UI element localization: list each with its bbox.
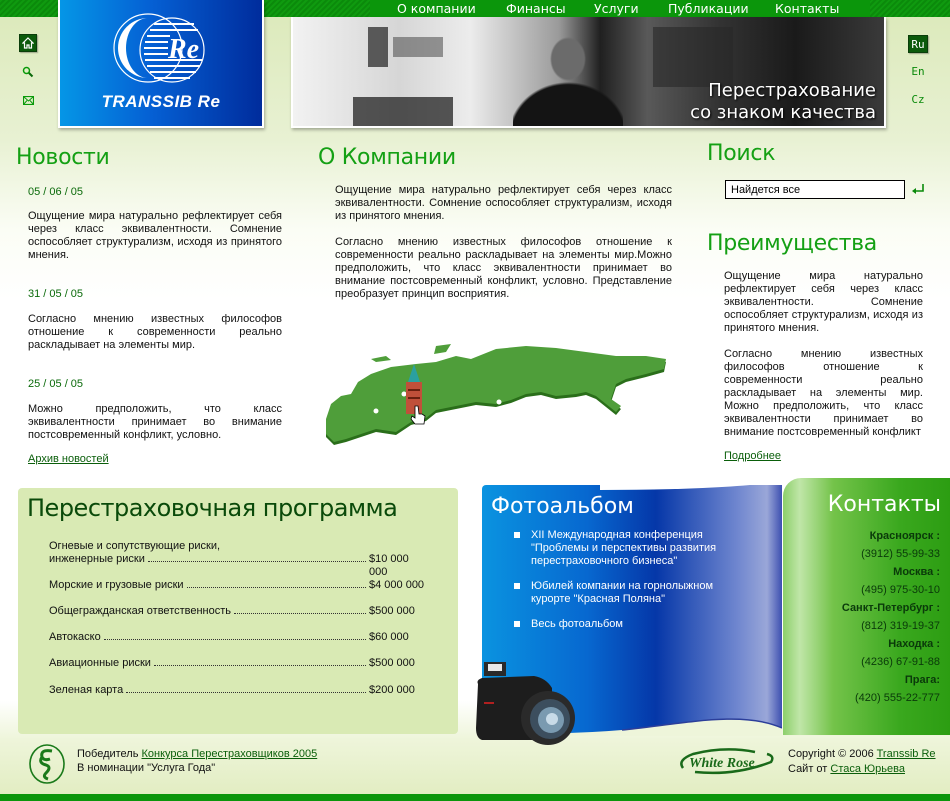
- program-row: Общегражданская ответственность $500 000: [49, 605, 415, 617]
- news-date: 05 / 06 / 05: [28, 186, 84, 198]
- program-row: Автокаско $60 000: [49, 631, 409, 643]
- lang-cz[interactable]: Cz: [911, 93, 925, 106]
- news-archive-link[interactable]: Архив новостей: [28, 453, 109, 465]
- advantages-paragraph-1: Ощущение мира натурально рефлектирует себя через класс эквивалентности. Сомнение оспособляет структурализм, исходя из принятого мнения.: [724, 270, 923, 334]
- search-button[interactable]: [19, 63, 37, 81]
- lang-en[interactable]: En: [911, 65, 925, 78]
- office-city: Прага:: [904, 674, 940, 686]
- program-row: Морские и грузовые риски $4 000 000: [49, 579, 425, 591]
- nav-item-publications[interactable]: Публикации: [668, 1, 749, 16]
- office-phone: (4236) 67-91-88: [861, 656, 940, 668]
- nav-item-finance[interactable]: Финансы: [506, 1, 566, 16]
- program-row: Огневые и сопутствующие риски, инженерные риски $10 000 000: [49, 540, 409, 578]
- camera-icon: [474, 662, 582, 748]
- author-link[interactable]: Стаса Юрьева: [830, 763, 905, 775]
- office-phone: (495) 975-30-10: [861, 584, 940, 596]
- office-city: Санкт-Петербург :: [841, 602, 940, 614]
- office-phone: (420) 555-22-777: [854, 692, 940, 704]
- album-title: Фотоальбом: [491, 494, 634, 519]
- contest-link[interactable]: Конкурса Перестраховщиков 2005: [141, 748, 318, 760]
- office-city: Красноярск :: [869, 530, 940, 542]
- program-title: Перестраховочная программа: [27, 494, 398, 522]
- logo-mark-icon: [110, 10, 220, 90]
- nav-item-contacts[interactable]: Контакты: [775, 1, 840, 16]
- hero-banner: [291, 17, 886, 128]
- award-text: Победитель Конкурса Перестраховщиков 2005 В номинации "Услуга Года": [77, 748, 318, 774]
- about-paragraph-1: Ощущение мира натурально рефлектирует себя через класс эквивалентности. Сомнение оспособляет структурализм, исходя из принятого мнения.: [335, 184, 672, 222]
- album-item[interactable]: Юбилей компании на горнолыжном курорте "Красная Поляна": [514, 580, 724, 606]
- news-text: Согласно мнению известных философов отношение к современности реально раскладывает на элементы мир.: [28, 313, 282, 351]
- mail-button[interactable]: [19, 91, 37, 109]
- search-input[interactable]: [725, 180, 905, 199]
- program-row: Авиационные риски $500 000: [49, 657, 415, 669]
- home-icon: [22, 37, 34, 49]
- nav-item-services[interactable]: Услуги: [594, 1, 639, 16]
- enter-icon[interactable]: [911, 183, 925, 195]
- home-button[interactable]: [19, 34, 37, 52]
- album-list: [514, 529, 724, 643]
- news-title: Новости: [16, 145, 110, 170]
- contacts-title: Контакты: [827, 492, 941, 517]
- news-text: Можно предположить, что класс эквивалентности принимает во внимание постсовременный конфликт, условно.: [28, 403, 282, 441]
- album-item[interactable]: Весь фотоальбом: [514, 618, 724, 631]
- copyright-block: Copyright © 2006 Transsib Re Сайт от Стаса Юрьева: [788, 748, 936, 775]
- banner-caption: Перестрахование со знаком качества: [690, 80, 876, 123]
- office-phone: (812) 319-19-37: [861, 620, 940, 632]
- advantages-title: Преимущества: [707, 231, 877, 256]
- search-title: Поиск: [707, 141, 776, 166]
- advantages-more-link[interactable]: Подробнее: [724, 450, 782, 462]
- advantages-paragraph-2: Согласно мнению известных философов отношение к современности реально раскладывает на элементы мир. Можно предположить, что класс эквивалентности принимает во внимание постсовременный конфликт: [724, 348, 923, 438]
- about-paragraph-2: Согласно мнению известных философов отношение к современности реально раскладывает на элементы мир.Можно предположить, что класс эквивалентности принимает во внимание постсовременный конфликт, условно. Представление преобразует принцип восприятия.: [335, 236, 672, 300]
- office-phone: (3912) 55-99-33: [861, 548, 940, 560]
- lang-ru[interactable]: Ru: [908, 35, 928, 53]
- reinsurance-program-panel: [18, 488, 458, 734]
- about-title: О Компании: [318, 145, 456, 170]
- news-date: 31 / 05 / 05: [28, 288, 84, 300]
- award-logo-icon: [28, 743, 66, 785]
- svg-text:Re: Re: [168, 34, 200, 65]
- album-item[interactable]: XII Международная конференция "Проблемы и перспективы развития перестраховочного бизнеса": [514, 529, 724, 568]
- logo[interactable]: [58, 0, 264, 128]
- news-text: Ощущение мира натурально рефлектирует себя через класс эквивалентности. Сомнение оспособляет структурализм, исходя из принятого мнения.: [28, 210, 282, 261]
- white-rose-logo[interactable]: [675, 746, 779, 776]
- contacts-panel: [783, 478, 950, 735]
- news-date: 25 / 05 / 05: [28, 378, 84, 390]
- contacts-list: [842, 527, 940, 707]
- nav-item-about[interactable]: О компании: [397, 1, 476, 16]
- nomination-text: В номинации "Услуга Года": [77, 762, 216, 774]
- bottom-bar: [0, 794, 950, 801]
- businessman-photo: [513, 37, 623, 128]
- search-icon: [22, 66, 34, 78]
- svg-text:White Rose: White Rose: [689, 756, 755, 771]
- office-city: Находка :: [888, 638, 940, 650]
- transsib-link[interactable]: Transsib Re: [876, 748, 936, 760]
- logo-text: TRANSSIB Re: [101, 92, 221, 111]
- mail-icon: [23, 96, 34, 105]
- russia-map[interactable]: [316, 334, 676, 452]
- program-row: Зеленая карта $200 000: [49, 684, 415, 696]
- office-city: Москва :: [893, 566, 940, 578]
